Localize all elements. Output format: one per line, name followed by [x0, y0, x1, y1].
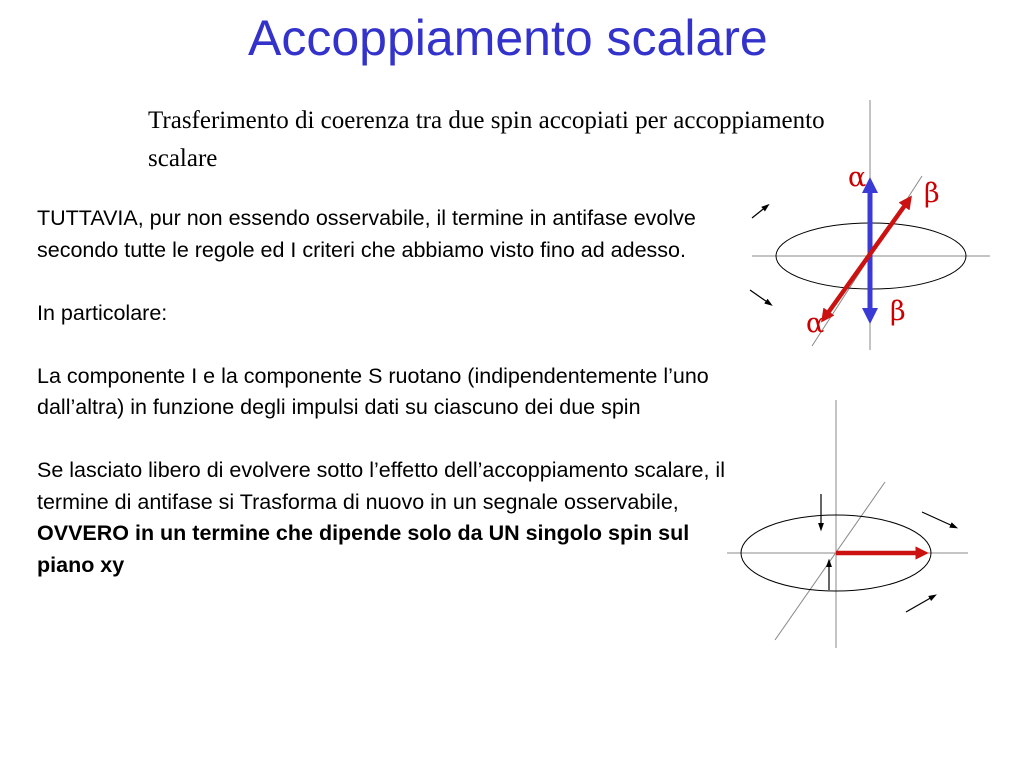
paragraph-evoluzione-text: Se lasciato libero di evolvere sotto l’effetto dell’accoppiamento scalare, il termine di antifase si Trasforma di nuovo in un segnale osservabile,	[37, 458, 725, 514]
beta-label-bottom: β	[890, 296, 906, 327]
bottom-rotation-arrow-lower	[906, 596, 934, 612]
alpha-label-top: α	[848, 162, 867, 193]
top-spin-diagram	[750, 100, 990, 350]
paragraph-evoluzione-bold: OVVERO in un termine che dipende solo da UN singolo spin sul piano xy	[37, 521, 690, 577]
slide-subtitle: Trasferimento di coerenza tra due spin accopiati per accoppiamento scalare	[148, 107, 825, 172]
beta-label-top: β	[924, 178, 940, 209]
slide-title: Accoppiamento scalare	[248, 10, 768, 66]
top-rotation-arrow-upper	[752, 206, 767, 218]
paragraph-in-particolare: In particolare:	[37, 300, 168, 325]
bottom-rotation-arrow-upper	[922, 512, 955, 527]
paragraph-componenti: La componente I e la componente S ruotano (indipendentemente l’uno dall’altra) in funzione degli impulsi dati su ciascuno dei due spin	[37, 363, 709, 419]
top-rotation-arrow-lower	[750, 290, 770, 304]
bottom-spin-diagram	[727, 400, 968, 648]
paragraph-tuttavia: TUTTAVIA, pur non essendo osservabile, il termine in antifase evolve secondo tutte le regole ed I criteri che abbiamo visto fino ad adesso.	[37, 206, 696, 262]
alpha-label-bottom: α	[806, 308, 825, 339]
bottom-y-axis	[775, 482, 885, 640]
